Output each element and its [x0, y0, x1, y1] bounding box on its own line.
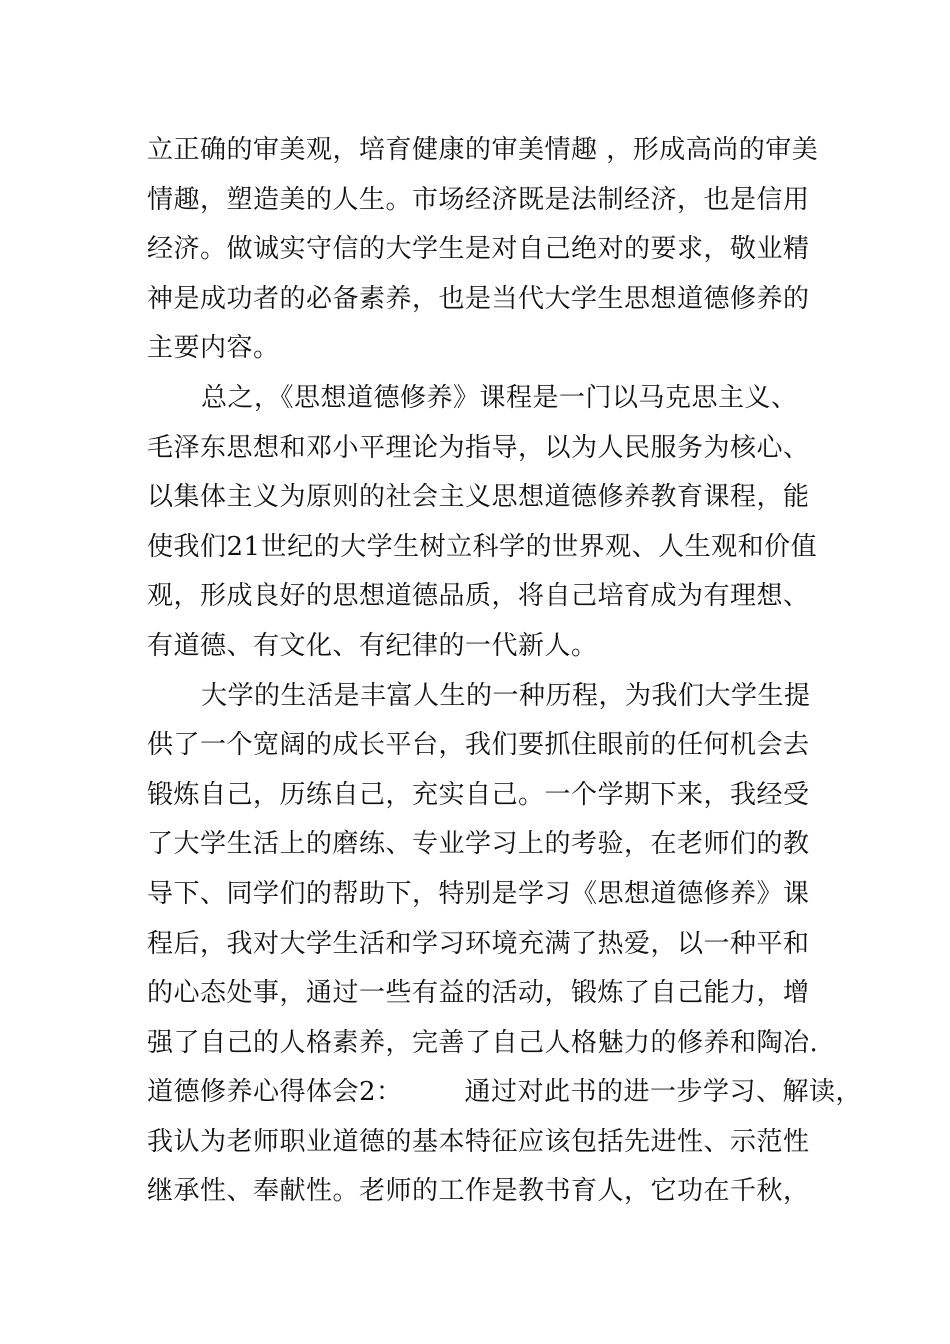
section-heading-label: 道德修养心得体会2：: [147, 1077, 403, 1108]
text-line: 有道德、有文化、有纪律的一代新人。: [147, 630, 598, 661]
text-line: 继承性、奉献性。老师的工作是教书育人，它功在千秋，: [147, 1176, 810, 1207]
text-line: 锻炼自己，历练自己，充实自己。一个学期下来，我经受: [147, 779, 810, 810]
document-body: [147, 126, 863, 1217]
text-line: 立正确的审美观，培育健康的审美情趣 ，形成高尚的审美: [147, 135, 819, 165]
text-line: 经济。做诚实守信的大学生是对自己绝对的要求，敬业精: [147, 234, 810, 265]
text-line: 供了一个宽阔的成长平台，我们要抓住眼前的任何机会去: [147, 730, 810, 761]
text-line: 程后，我对大学生活和学习环境充满了热爱，以一种平和: [147, 928, 810, 959]
text-line: 毛泽东思想和邓小平理论为指导，以为人民服务为核心、: [147, 432, 810, 463]
text-line: 以集体主义为原则的社会主义思想道德修养教育课程，能: [147, 482, 810, 513]
text-line: 了大学生活上的磨练、专业学习上的考验，在老师们的教: [147, 829, 810, 860]
text-line: 情趣，塑造美的人生。市场经济既是法制经济，也是信用: [147, 184, 810, 215]
section-heading-line: [147, 1068, 863, 1118]
paragraph-start-line: 总之，《思想道德修养》课程是一门以马克思主义、: [201, 382, 798, 413]
text-line: 我认为老师职业道德的基本特征应该包括先进性、示范性: [147, 1126, 810, 1157]
text-line: 使我们21世纪的大学生树立科学的世界观、人生观和价值: [147, 531, 818, 562]
text-line: 主要内容。: [147, 333, 280, 364]
text-line: 神是成功者的必备素养，也是当代大学生思想道德修养的: [147, 283, 810, 314]
text-line: 的心态处事，通过一些有益的活动，锻炼了自己能力，增: [147, 978, 810, 1009]
text-line: 强了自己的人格素养，完善了自己人格魅力的修养和陶冶.: [147, 1027, 819, 1058]
text-line: 导下、同学们的帮助下，特别是学习《思想道德修养》课: [147, 878, 810, 909]
paragraph-start-line: 大学的生活是丰富人生的一种历程，为我们大学生提: [201, 680, 811, 711]
section-heading-text: 通过对此书的进一步学习、解读，: [464, 1077, 863, 1108]
text-line: 观，形成良好的思想道德品质，将自己培育成为有理想、: [147, 581, 810, 612]
